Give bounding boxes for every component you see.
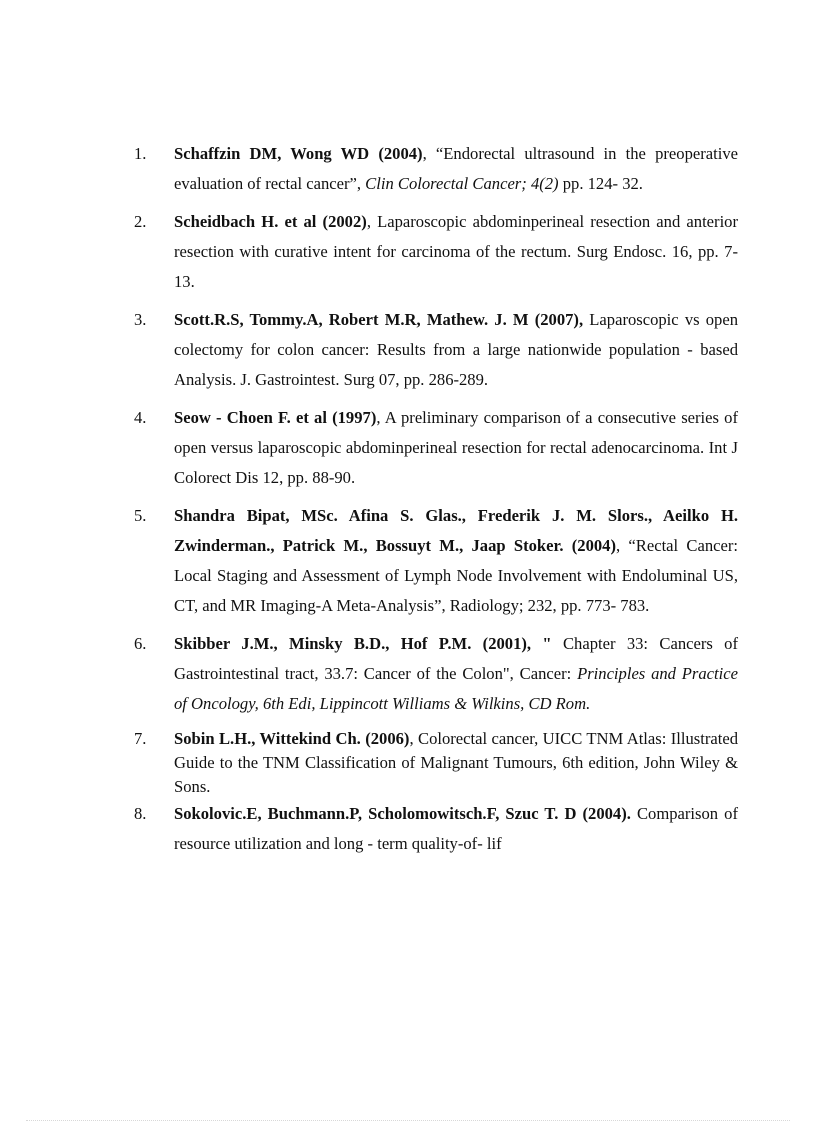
reference-body: “Rectal Cancer: Local Staging and Assessment of Lymph Node Involvement with Endoluminal US, CT, and MR Imaging-A Meta-Analysis”, Radiology; 232, pp. 773- 783. bbox=[174, 536, 738, 615]
reference-authors: Skibber J.M., Minsky B.D., Hof P.M. (2001), " bbox=[174, 634, 552, 653]
reference-body: A preliminary comparison of a consecutive series of open versus laparoscopic abdominperineal resection for rectal adenocarcinoma. Int J Colorect Dis 12, pp. 88-90. bbox=[174, 408, 738, 487]
reference-number: 8. bbox=[134, 804, 147, 823]
reference-item bbox=[134, 799, 738, 859]
reference-tail: pp. 124- 32. bbox=[558, 174, 643, 193]
reference-body: Comparison of resource utilization and long - term quality-of- lif bbox=[174, 804, 738, 853]
reference-list bbox=[134, 139, 738, 867]
page-bottom-rule bbox=[26, 1120, 790, 1121]
reference-authors: Scott.R.S, Tommy.A, Robert M.R, Mathew. J. M (2007), bbox=[174, 310, 584, 329]
reference-item bbox=[134, 139, 738, 199]
reference-authors: Sokolovic.E, Buchmann.P, Scholomowitsch.F, Szuc T. D (2004). bbox=[174, 804, 631, 823]
reference-number: 5. bbox=[134, 506, 147, 525]
reference-body: “Endorectal ultrasound in the preoperative evaluation of rectal cancer”, bbox=[174, 144, 739, 193]
reference-authors: Scheidbach H. et al (2002) bbox=[174, 212, 367, 231]
reference-item bbox=[134, 305, 738, 395]
reference-item bbox=[134, 207, 738, 297]
reference-body: Chapter 33: Cancers of Gastrointestinal tract, 33.7: Cancer of the Colon", Cancer: bbox=[174, 634, 738, 683]
reference-item bbox=[134, 727, 738, 799]
reference-item bbox=[134, 501, 738, 621]
reference-body: Laparoscopic abdominperineal resection and anterior resection with curative intent for carcinoma of the rectum. Surg Endosc. 16, pp. 7-13. bbox=[174, 212, 738, 291]
reference-journal: Clin Colorectal Cancer; 4(2) bbox=[365, 174, 559, 193]
reference-body: Colorectal cancer, UICC TNM Atlas: Illustrated Guide to the TNM Classification of Malignant Tumours, 6th edition, John Wiley & Sons. bbox=[174, 729, 739, 796]
reference-separator: , bbox=[422, 144, 436, 163]
reference-separator: , bbox=[376, 408, 385, 427]
reference-item bbox=[134, 403, 738, 493]
reference-number: 6. bbox=[134, 634, 147, 653]
reference-separator: , bbox=[366, 212, 378, 231]
reference-number: 1. bbox=[134, 144, 147, 163]
reference-authors: Sobin L.H., Wittekind Ch. (2006) bbox=[174, 729, 410, 748]
reference-number: 4. bbox=[134, 408, 147, 427]
reference-authors: Schaffzin DM, Wong WD (2004) bbox=[174, 144, 423, 163]
reference-separator: , bbox=[409, 729, 418, 748]
reference-authors: Seow - Choen F. et al (1997) bbox=[174, 408, 377, 427]
reference-authors: Shandra Bipat, MSc. Afina S. Glas., Frederik J. M. Slors., Aeilko H. Zwinderman., Patrick M., Bossuyt M., Jaap Stoker. (2004) bbox=[174, 506, 738, 555]
reference-number: 3. bbox=[134, 310, 147, 329]
reference-body: Laparoscopic vs open colectomy for colon cancer: Results from a large nationwide population - based Analysis. J. Gastrointest. Surg 07, pp. 286-289. bbox=[174, 310, 739, 389]
reference-number: 2. bbox=[134, 212, 147, 231]
reference-journal: Principles and Practice of Oncology, 6th Edi, Lippincott Williams & Wilkins, CD Rom. bbox=[174, 664, 739, 713]
reference-number: 7. bbox=[134, 729, 147, 748]
reference-separator bbox=[552, 634, 563, 653]
reference-separator: , bbox=[616, 536, 629, 555]
reference-item bbox=[134, 629, 738, 719]
